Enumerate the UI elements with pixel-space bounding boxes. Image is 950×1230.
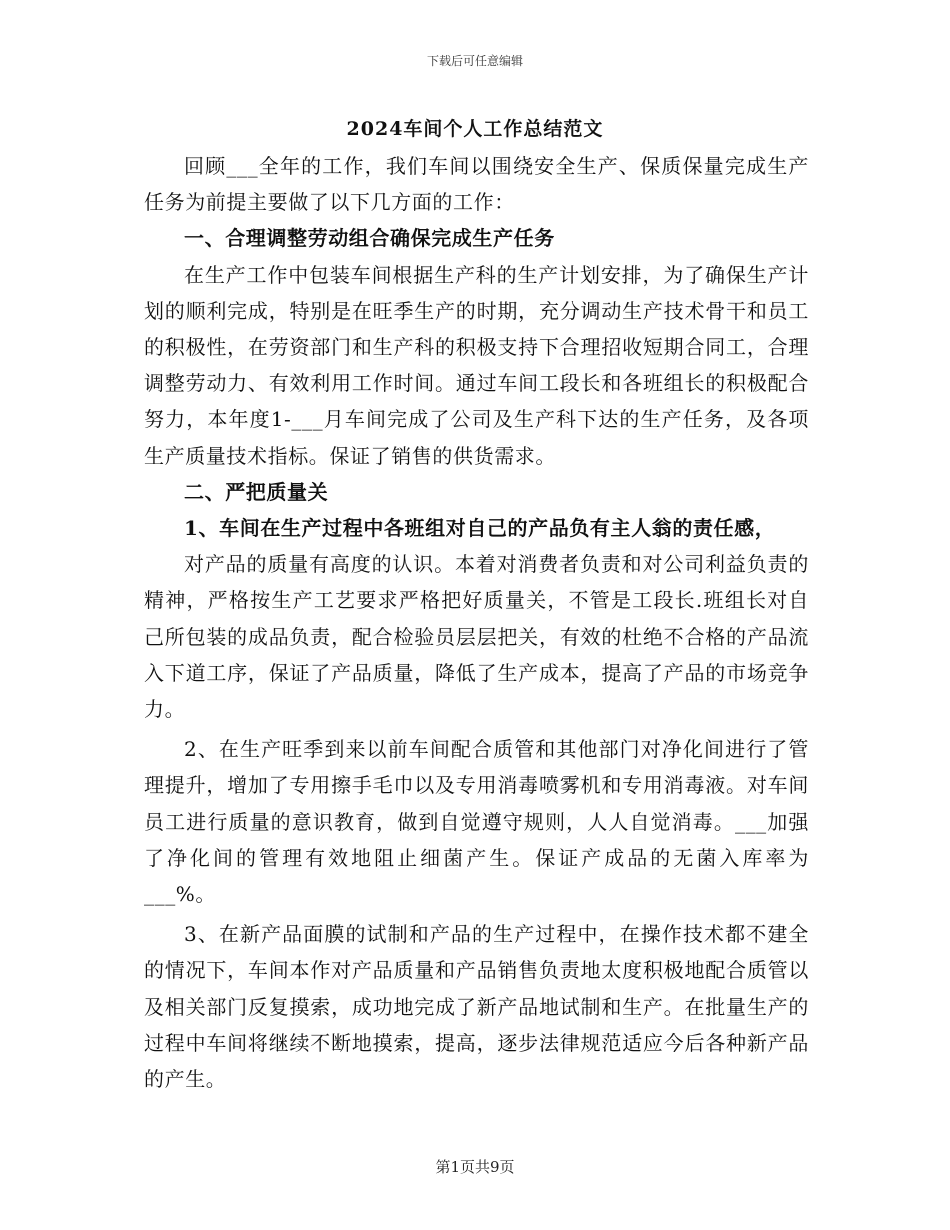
page-footer: 第1页共9页: [435, 1158, 515, 1176]
section-heading-2: 二、严把质量关: [184, 479, 329, 504]
document-body: [144, 148, 809, 1097]
item-1-paragraph: 对产品的质量有高度的认识。本着对消费者负责和对公司利益负责的精神，严格按生产工艺要求严格把好质量关，不管是工段长.班组长对自己所包装的成品负责，配合检验员层层把关，有效的杜绝不合格的产品流入下道工序，保证了产品质量，降低了生产成本，提高了产品的市场竞争力。: [144, 552, 809, 722]
section-1-paragraph: 在生产工作中包装车间根据生产科的生产计划安排，为了确保生产计划的顺利完成，特别是在旺季生产的时期，充分调动生产技术骨干和员工的积极性，在劳资部门和生产科的积极支持下合理招收短期合同工，合理调整劳动力、有效利用工作时间。通过车间工段长和各班组长的积极配合努力，本年度1-___月车间完成了公司及生产科下达的生产任务，及各项生产质量技术指标。保证了销售的供货需求。: [144, 262, 809, 468]
item-1-lead: 1、车间在生产过程中各班组对自己的产品负有主人翁的责任感，: [184, 516, 776, 541]
intro-paragraph: 回顾___全年的工作，我们车间以围绕安全生产、保质保量完成生产任务为前提主要做了以下几方面的工作：: [144, 154, 809, 215]
page-header-note: 下载后可任意编辑: [426, 54, 523, 68]
section-heading-1: 一、合理调整劳动组合确保完成生产任务: [184, 226, 555, 251]
document-title: 2024车间个人工作总结范文: [346, 118, 604, 140]
item-2-paragraph: 2、在生产旺季到来以前车间配合质管和其他部门对净化间进行了管理提升，增加了专用擦手毛巾以及专用消毒喷雾机和专用消毒液。对车间员工进行质量的意识教育，做到自觉遵守规则，人人自觉消毒。___加强了净化间的管理有效地阻止细菌产生。保证产成品的无菌入库率为___%。: [144, 737, 809, 907]
item-3-paragraph: 3、在新产品面膜的试制和产品的生产过程中，在操作技术都不建全的情况下，车间本作对产品质量和产品销售负责地太度积极地配合质管以及相关部门反复摸索，成功地完成了新产品地试制和生产。在批量生产的过程中车间将继续不断地摸索，提高，逐步法律规范适应今后各种新产品的产生。: [144, 922, 809, 1092]
